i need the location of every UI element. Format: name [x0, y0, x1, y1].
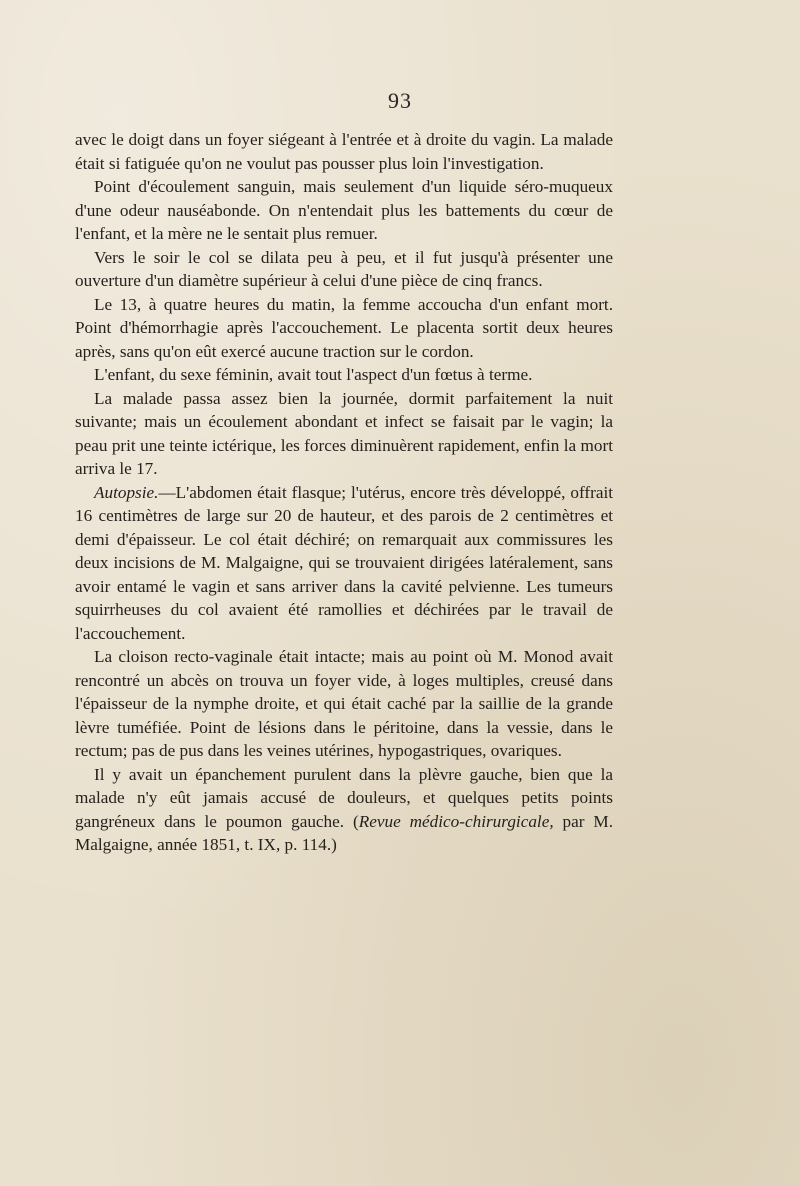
page-number: 93: [388, 88, 412, 113]
paragraph-4: Le 13, à quatre heures du matin, la femme accoucha d'un enfant mort. Point d'hémorrhagie après l'accouchement. Le placenta sortit deux heures après, sans qu'on eût exercé aucune traction sur le cordon.: [75, 294, 613, 361]
citation-details: par M. Malgaigne, année 1851, t. IX, p. 114.): [75, 811, 613, 854]
autopsie-heading: Autopsie.: [94, 482, 159, 502]
autopsie-text: —L'abdomen était flasque; l'utérus, encore très développé, offrait 16 centimètres de large sur 20 de hauteur, et des parois de 2 centimètres et demi d'épaisseur. Le col était déchiré; on remarquait aux commissures les deux incisions de M. Malgaigne, qui se trouvaient dirigées latéralement, sans avoir entamé le vagin et sans arriver dans la cavité pelvienne. Les tumeurs squirrheuses du col avaient été ramollies et déchirées par le travail de l'accouchement.: [75, 482, 613, 643]
body-text: [75, 128, 613, 857]
paragraph-9-text: Il y avait un épanchement purulent dans la plèvre gauche, bien que la malade n'y eût jamais accusé de douleurs, et quelques petits points gangréneux dans le poumon gauche. (: [75, 764, 613, 831]
citation-title: Revue médico-chirurgicale,: [358, 811, 554, 831]
paragraph-7-autopsie: [75, 481, 613, 646]
paragraph-9: [75, 763, 613, 857]
paragraph-6: La malade passa assez bien la journée, dormit parfaitement la nuit suivante; mais un écoulement abondant et infect se faisait par le vagin; la peau prit une teinte ictérique, les forces diminuèrent rapidement, enfin la mort arriva le 17.: [75, 388, 613, 478]
paragraph-3: Vers le soir le col se dilata peu à peu, et il fut jusqu'à présenter une ouverture d'un diamètre supérieur à celui d'une pièce de cinq francs.: [75, 247, 613, 290]
paragraph-2: Point d'écoulement sanguin, mais seulement d'un liquide séro-muqueux d'une odeur nauséabonde. On n'entendait plus les battements du cœur de l'enfant, et la mère ne le sentait plus remuer.: [75, 177, 613, 243]
paragraph-1: avec le doigt dans un foyer siégeant à l'entrée et à droite du vagin. La malade était si fatiguée qu'on ne voulut pas pousser plus loin l'investigation.: [75, 130, 613, 173]
paragraph-5: L'enfant, du sexe féminin, avait tout l'aspect d'un fœtus à terme.: [94, 365, 533, 384]
paragraph-8: La cloison recto-vaginale était intacte; mais au point où M. Monod avait rencontré un abcès on trouva un foyer vide, à loges multiples, creusé dans l'épaisseur de la nymphe droite, et qui était caché par la saillie de la grande lèvre tuméfiée. Point de lésions dans le péritoine, dans la vessie, dans le rectum; pas de pus dans les veines utérines, hypogastriques, ovariques.: [75, 647, 613, 760]
